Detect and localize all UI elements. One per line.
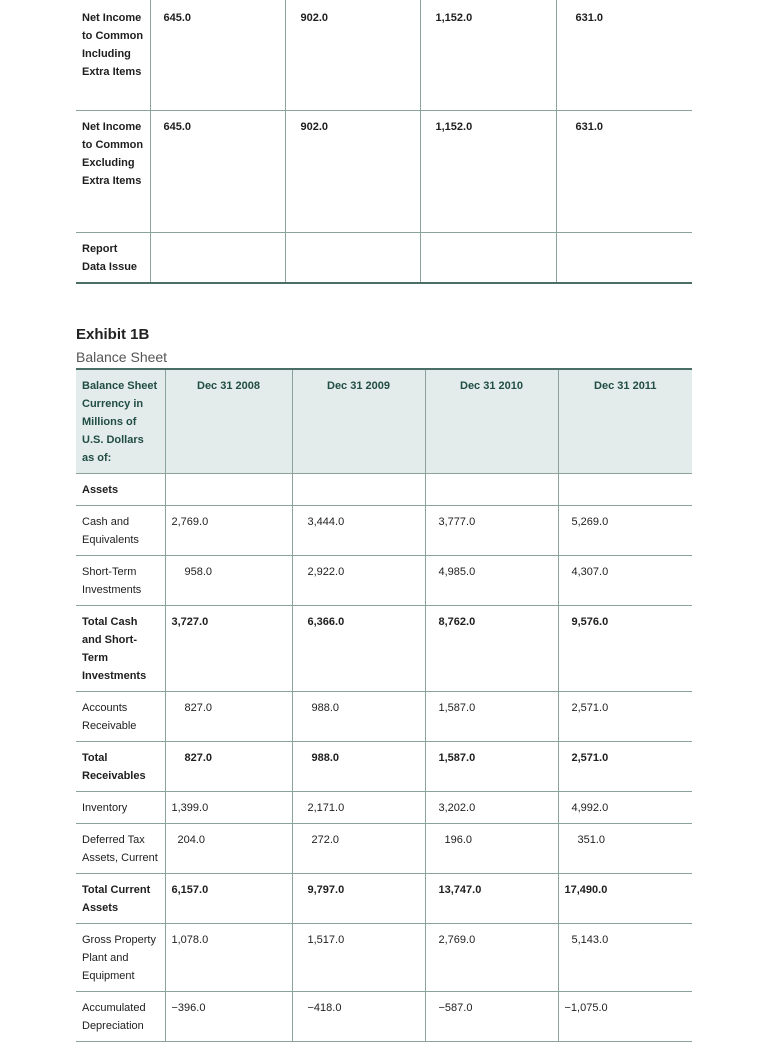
table-row [76,824,692,874]
table-row [76,792,692,824]
row-label: Total Current Assets [76,874,165,924]
cell-value: 902.0 [285,111,420,233]
row-label: Total Cash and Short-Term Investments [76,606,165,692]
cell-value: 9,797.0 [292,874,425,924]
cell-value: 958.0 [165,556,292,606]
section-row [76,474,692,506]
row-label: Net Income to Common Excluding Extra Items [76,111,150,233]
row-label: Total Receivables [76,742,165,792]
row-label: Deferred Tax Assets, Current [76,824,165,874]
cell-value: 3,444.0 [292,506,425,556]
table-row [76,692,692,742]
cell-value: 902.0 [285,0,420,111]
cell-value [420,233,556,284]
cell-value: 631.0 [556,111,692,233]
row-label: Cash and Equivalents [76,506,165,556]
section-label: Assets [76,474,165,506]
cell-value: 1,517.0 [292,924,425,992]
table-row [76,874,692,924]
cell-value: 8,762.0 [425,606,558,692]
cell-value: 2,571.0 [558,742,692,792]
row-label: Inventory [76,792,165,824]
cell-value: 1,399.0 [165,792,292,824]
cell-value: 645.0 [150,111,285,233]
balance-sheet-table [76,368,692,1042]
cell-value: 827.0 [165,692,292,742]
table-row [76,111,692,233]
cell-value: 827.0 [165,742,292,792]
cell-value: 1,078.0 [165,924,292,992]
cell-value: 2,769.0 [165,506,292,556]
column-header: Dec 31 2010 [425,369,558,474]
cell-value: 988.0 [292,742,425,792]
table-row [76,556,692,606]
cell-value: 6,366.0 [292,606,425,692]
income-statement-table [76,0,692,284]
row-label: Short-Term Investments [76,556,165,606]
row-label: Accounts Receivable [76,692,165,742]
cell-value: −1,075.0 [558,992,692,1042]
cell-value: 351.0 [558,824,692,874]
cell-value: 4,985.0 [425,556,558,606]
table-row [76,506,692,556]
table-row [76,233,692,284]
cell-value: −587.0 [425,992,558,1042]
cell-value: −418.0 [292,992,425,1042]
table-row [76,0,692,111]
cell-value: 272.0 [292,824,425,874]
cell-value: 6,157.0 [165,874,292,924]
cell-value: 645.0 [150,0,285,111]
cell-value: −396.0 [165,992,292,1042]
cell-value: 204.0 [165,824,292,874]
exhibit-subtitle: Balance Sheet [76,349,168,365]
exhibit-title: Exhibit 1B [76,326,150,343]
cell-value: 4,992.0 [558,792,692,824]
cell-value: 5,143.0 [558,924,692,992]
cell-value: 17,490.0 [558,874,692,924]
table-header-row [76,369,692,474]
column-header: Dec 31 2008 [165,369,292,474]
table-row [76,742,692,792]
cell-value: 988.0 [292,692,425,742]
cell-value: 1,152.0 [420,111,556,233]
cell-value: 2,571.0 [558,692,692,742]
cell-value [285,233,420,284]
cell-value: 631.0 [556,0,692,111]
table-row [76,992,692,1042]
row-label: Net Income to Common Including Extra Items [76,0,150,111]
cell-value: 196.0 [425,824,558,874]
cell-value [556,233,692,284]
cell-value: 2,922.0 [292,556,425,606]
cell-value: 5,269.0 [558,506,692,556]
cell-value: 1,587.0 [425,742,558,792]
cell-value [150,233,285,284]
column-header: Dec 31 2009 [292,369,425,474]
row-label: Accumulated Depreciation [76,992,165,1042]
table-row [76,924,692,992]
cell-value: 9,576.0 [558,606,692,692]
column-header: Dec 31 2011 [558,369,692,474]
cell-value: 2,769.0 [425,924,558,992]
cell-value: 2,171.0 [292,792,425,824]
cell-value: 3,202.0 [425,792,558,824]
cell-value: 4,307.0 [558,556,692,606]
row-label: Report Data Issue [76,233,150,284]
cell-value: 1,587.0 [425,692,558,742]
cell-value: 1,152.0 [420,0,556,111]
table-row [76,606,692,692]
cell-value: 3,777.0 [425,506,558,556]
cell-value: 13,747.0 [425,874,558,924]
cell-value: 3,727.0 [165,606,292,692]
header-label: Balance Sheet Currency in Millions of U.S. Dollars as of: [76,369,165,474]
row-label: Gross Property Plant and Equipment [76,924,165,992]
